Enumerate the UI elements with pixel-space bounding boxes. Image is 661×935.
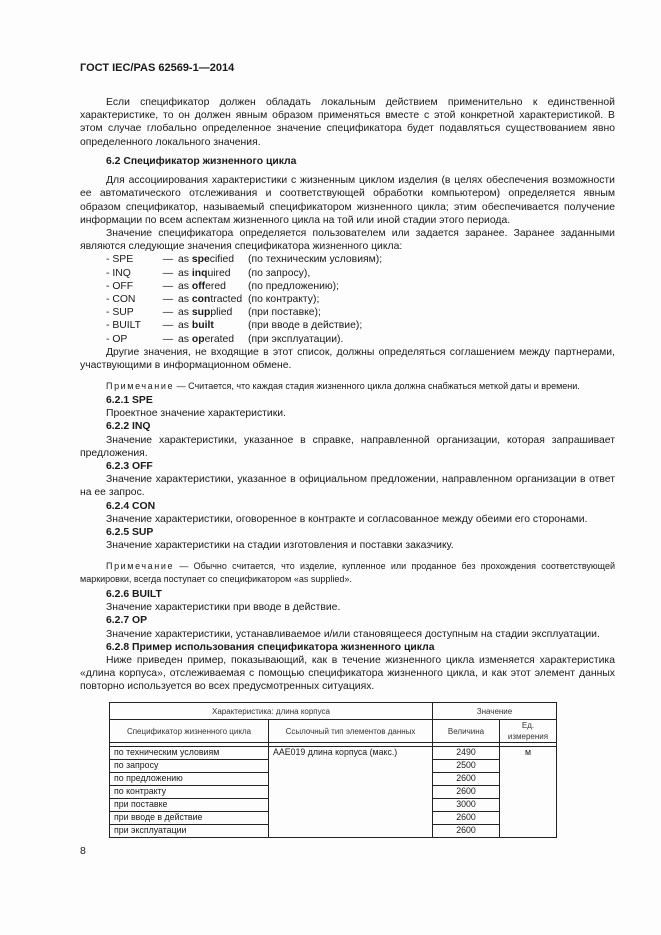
- subsection-title: 6.2.5 SUP: [106, 527, 154, 539]
- subsection-title: 6.2.3 OFF: [106, 461, 153, 473]
- table-header-unit: Ед. измерения: [500, 720, 557, 743]
- list-russian: (при эксплуатации).: [248, 333, 344, 345]
- table-cell-spec: по запросу: [110, 760, 269, 773]
- subsection-text: Значение характеристики, указанное в справке, направленной организации, которая запрашивает предложения.: [80, 434, 615, 459]
- list-item: - OP — as operated (при эксплуатации).: [80, 333, 615, 346]
- table-cell-ref: AAE019 длина корпуса (макс.): [269, 747, 433, 838]
- table-cell-unit: м: [500, 747, 557, 838]
- list-russian: (по контракту);: [248, 293, 320, 305]
- table-cell-spec: по техническим условиям: [110, 747, 269, 760]
- paragraph: Для ассоциирования характеристики с жизненным циклом изделия (в целях обеспечения возможности ее автоматического отслеживания и соответствующей обработки компьютером) определяется явным образом спецификатор, называемый спецификатором жизненного цикла; этим обеспечивается получение информации по всем аспектам жизненного цикла на той или иной стадии этого периода.: [80, 175, 615, 226]
- list-code: - CON: [106, 293, 136, 305]
- list-english: as offered: [178, 280, 226, 292]
- list-russian: (по предложению);: [248, 280, 340, 292]
- subsection-text: Проектное значение характеристики.: [106, 408, 286, 420]
- table-cell-spec: по контракту: [110, 786, 269, 799]
- list-english: as built: [178, 320, 214, 332]
- table-cell-magnitude: 2600: [433, 825, 500, 838]
- list-english: as operated: [178, 333, 235, 345]
- intro-section: [80, 96, 615, 149]
- table-cell-magnitude: 2490: [433, 747, 500, 760]
- table-header-ref: Ссылочный тип элементов данных: [269, 720, 433, 743]
- document-header: ГОСТ IEC/PAS 62569-1—2014: [80, 62, 235, 74]
- subsection-title: 6.2.6 BUILT: [106, 589, 162, 600]
- subsection-text: Ниже приведен пример, показывающий, как в течение жизненного цикла изменяется характеристика «длина корпуса», отслеживаемая с помощью спецификатора жизненного цикла, и как этот элемент данных повторно используется во всех предусмотренных ситуациях.: [80, 655, 615, 693]
- table-cell-magnitude: 3000: [433, 799, 500, 812]
- list-russian: (при поставке);: [248, 307, 321, 319]
- table-cell-magnitude: 2600: [433, 786, 500, 799]
- subsection-title: 6.2.7 OP: [106, 615, 148, 627]
- subsection-title: 6.2.1 SPE: [106, 395, 153, 406]
- subsection-title: 6.2.2 INQ: [106, 421, 151, 433]
- list-russian: (по техническим условиям);: [248, 254, 383, 266]
- lifecycle-example-table: [109, 702, 557, 838]
- table-cell-magnitude: 2500: [433, 760, 500, 773]
- subsections-6-8: [80, 588, 615, 694]
- list-russian: (при вводе в действие);: [248, 320, 363, 332]
- table-header-characteristic: Характеристика: длина корпуса: [110, 703, 433, 720]
- table-cell-spec: по предложению: [110, 773, 269, 786]
- list-code: - BUILT: [106, 320, 142, 332]
- list-english: as contracted: [178, 293, 243, 305]
- table-header-row: [110, 703, 557, 720]
- list-code: - INQ: [106, 267, 131, 279]
- section-title: 6.2 Спецификатор жизненного цикла: [106, 156, 297, 167]
- subsection-title: 6.2.4 CON: [106, 500, 156, 512]
- section-6-2: [80, 155, 615, 393]
- subsection-text: Значение характеристики на стадии изготовления и поставки заказчику.: [106, 540, 454, 552]
- list-code: - OP: [106, 333, 128, 345]
- intro-paragraph: Если спецификатор должен обладать локальным действием применительно к единственной характеристике, то он должен явным образом применяться вместе с этой конкретной характеристикой. В этом случае глобально определенное значение спецификатора будет подавляться существованием явно определенного локального значения.: [80, 97, 615, 148]
- list-item: - SUP — as supplied (при поставке);: [80, 306, 615, 319]
- note: Примечание — Обычно считается, что изделие, купленное или проданное без прохождения соответствующей маркировки, всегда поступает со спецификатором «as supplied».: [80, 561, 615, 584]
- list-item: - CON — as contracted (по контракту);: [80, 293, 615, 306]
- note: Примечание — Считается, что каждая стадия жизненного цикла должна снабжаться меткой даты и времени.: [106, 381, 580, 392]
- list-english: as specified: [178, 254, 235, 266]
- table-cell-spec: при эксплуатации: [110, 825, 269, 838]
- list-english: as inquired: [178, 267, 231, 279]
- paragraph: Другие значения, не входящие в этот список, должны определяться соглашением между партнерами, участвующими в информационном обмене.: [80, 346, 615, 371]
- lifecycle-values-list: [80, 253, 615, 345]
- subsection-text: Значение характеристики при вводе в действие.: [106, 602, 341, 614]
- page-number: 8: [80, 845, 86, 857]
- list-code: - OFF: [106, 280, 134, 292]
- table-row: [110, 747, 557, 760]
- subsection-title: 6.2.8 Пример использования спецификатора жизненного цикла: [106, 641, 435, 653]
- table-header-magnitude: Величина: [433, 720, 500, 743]
- subsections-1-5: [80, 394, 615, 585]
- table-header-spec: Спецификатор жизненного цикла: [110, 720, 269, 743]
- list-code: - SUP: [106, 307, 134, 319]
- subsection-text: Значение характеристики, устанавливаемое и/или становящееся доступным на стадии эксплуатации.: [106, 628, 600, 640]
- paragraph: Значение спецификатора определяется пользователем или задается заранее. Заранее заданными являются следующие значения спецификатора жизненного цикла:: [80, 228, 615, 253]
- list-item: - SPE — as specified (по техническим условиям);: [80, 253, 615, 266]
- list-code: - SPE: [106, 254, 134, 266]
- table-subheader-row: [110, 720, 557, 743]
- table-cell-magnitude: 2600: [433, 812, 500, 825]
- list-russian: (по запросу),: [248, 267, 311, 279]
- table-header-value: Значение: [433, 703, 557, 720]
- list-item: - OFF — as offered (по предложению);: [80, 280, 615, 293]
- table-cell-spec: при поставке: [110, 799, 269, 812]
- table-cell-spec: при вводе в действие: [110, 812, 269, 825]
- table-cell-magnitude: 2600: [433, 773, 500, 786]
- list-english: as supplied: [178, 307, 233, 319]
- list-item: - BUILT — as built (при вводе в действие);: [80, 319, 615, 332]
- list-item: - INQ — as inquired (по запросу),: [80, 267, 615, 280]
- subsection-text: Значение характеристики, указанное в официальном предложении, направленном организации в ответ на ее запрос.: [80, 474, 615, 499]
- subsection-text: Значение характеристики, оговоренное в контракте и согласованное между обеими его сторонами.: [106, 513, 588, 525]
